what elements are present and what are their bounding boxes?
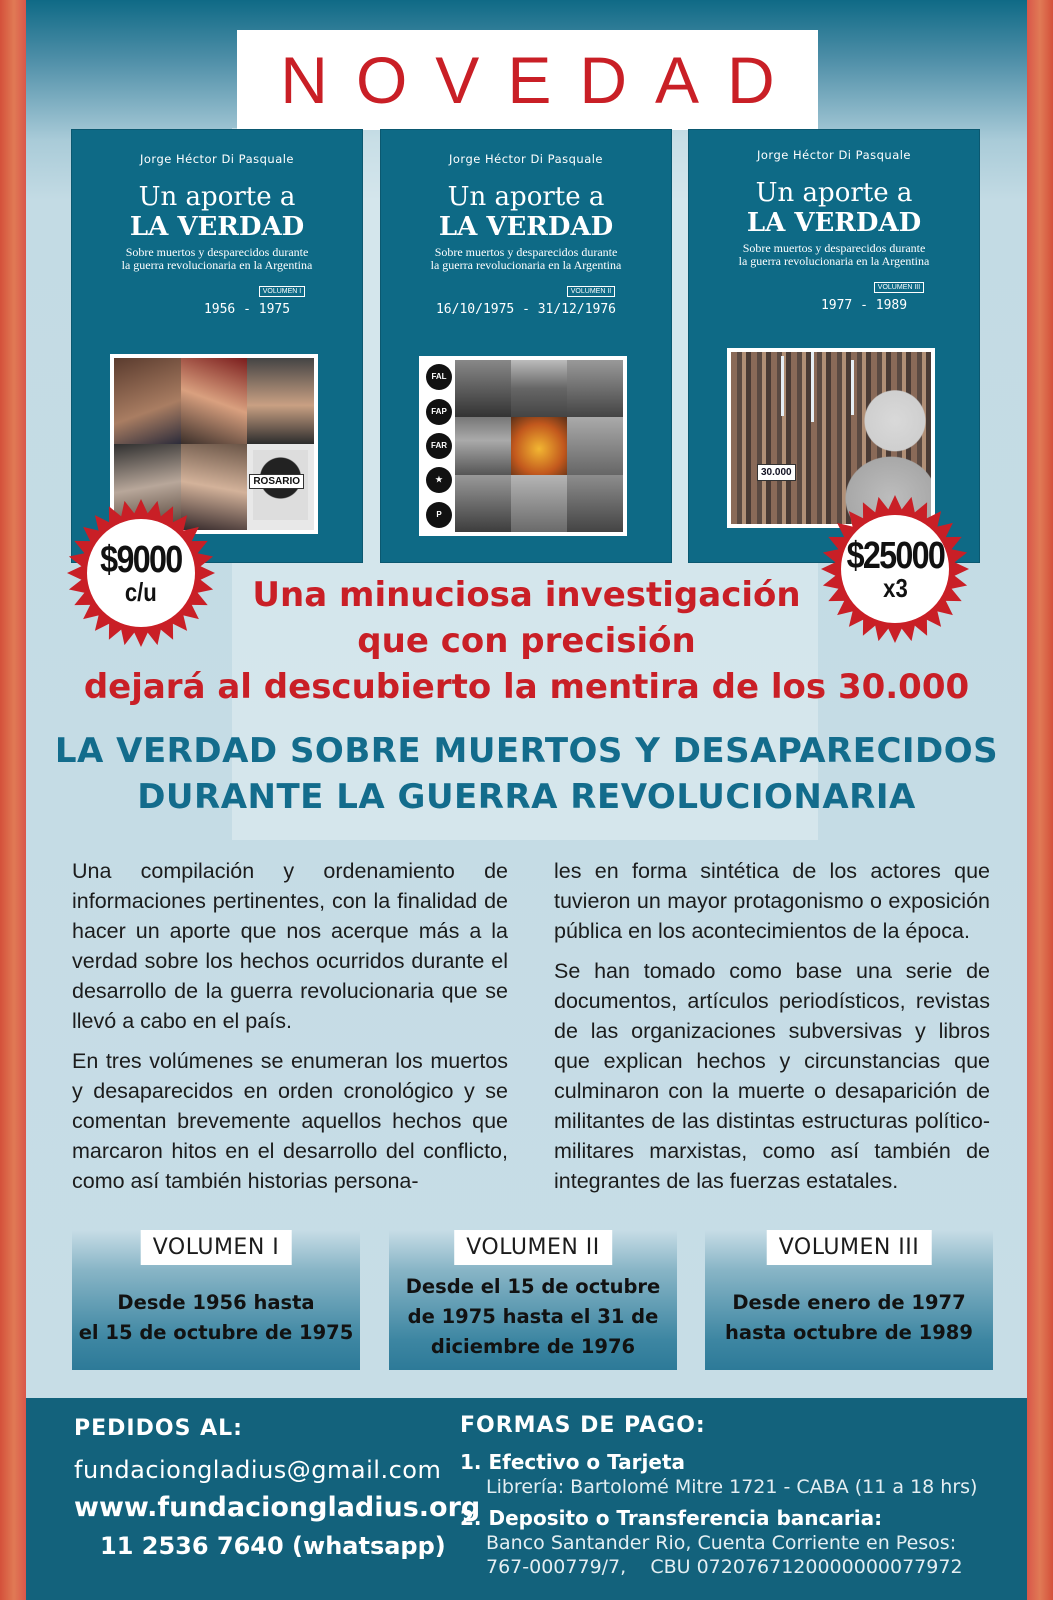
volume-description-line1: Desde el 15 de octubre xyxy=(405,1275,661,1298)
price-single: $9000 xyxy=(100,539,182,581)
book-years: 1956 - 1975 xyxy=(203,302,291,317)
book-title-line2: LA VERDAD xyxy=(746,208,922,238)
footer xyxy=(26,1398,1027,1600)
logo-far-icon: FAR xyxy=(426,433,452,459)
book-title-line2: LA VERDAD xyxy=(129,212,305,242)
orders-heading: PEDIDOS AL: xyxy=(74,1416,243,1441)
book-title-line2: LA VERDAD xyxy=(438,212,614,242)
body-paragraph: Una compilación y ordenamiento de informaciones pertinentes, con la finalidad de hacer un aporte que nos acerque más a la verdad sobre los hechos ocurridos durante el desarrollo de la guerra revolucionaria que se llevó a cabo en el país. xyxy=(72,859,508,1033)
payment-option-1-detail: Librería: Bartolomé Mitre 1721 - CABA (11 a 18 hrs) xyxy=(486,1476,978,1498)
volume-label: VOLUMEN II xyxy=(454,1230,612,1265)
payment-heading: FORMAS DE PAGO: xyxy=(460,1413,706,1438)
book-title-line1: Un aporte a xyxy=(755,178,913,208)
email-link[interactable]: fundaciongladius@gmail.com xyxy=(74,1456,442,1484)
book-subtitle-line1: Sobre muertos y desparecidos durante xyxy=(742,241,926,255)
book-title-line1: Un aporte a xyxy=(447,182,605,212)
volume-description-line3: diciembre de 1976 xyxy=(430,1335,636,1358)
guerrilla-logos xyxy=(423,360,455,532)
cover-photo-collage xyxy=(419,356,627,536)
book-volume-tag: VOLUMEN II xyxy=(567,286,615,297)
book-subtitle-line2: la guerra revolucionaria en la Argentina xyxy=(430,258,622,272)
body-paragraph: En tres volúmenes se enumeran los muertos y desaparecidos en orden cronológico y se comentan brevemente aquellos hechos que marcaron hitos en el desarrollo del conflicto, como así también historias persona- xyxy=(72,1049,508,1193)
book-volume-tag: VOLUMEN III xyxy=(874,282,924,293)
price-bundle: $25000 xyxy=(846,535,944,577)
payment-option-2-title: 2. Deposito o Transferencia bancaria: xyxy=(460,1506,883,1530)
volume-box-1 xyxy=(72,1230,360,1370)
volume-label: VOLUMEN III xyxy=(767,1230,932,1265)
book-subtitle-line1: Sobre muertos y desparecidos durante xyxy=(434,245,618,259)
body-paragraph: Se han tomado como base una serie de documentos, artículos periodísticos, revistas de las organizaciones subversivas y libros que explican hechos y circunstancias que culminaron con la muerte o desaparición de militantes de las distintas estructuras político-militares marxistas, como así también de integrantes de las fuerzas estatales. xyxy=(554,959,990,1193)
book-author: Jorge Héctor Di Pasquale xyxy=(756,148,912,162)
payment-option-2-detail2: 767-000779/7, CBU 0720767120000000077972 xyxy=(486,1556,963,1578)
book-volume-tag: VOLUMEN I xyxy=(259,286,306,297)
book-years: 16/10/1975 - 31/12/1976 xyxy=(435,302,616,317)
headline-blue-line1: LA VERDAD SOBRE MUERTOS Y DESAPARECIDOS xyxy=(54,731,999,771)
volume-description-line1: Desde enero de 1977 xyxy=(732,1291,966,1314)
volume-box-3 xyxy=(705,1230,993,1370)
headline-red-line2: que con precisión xyxy=(357,621,696,661)
volume-description-line2: el 15 de octubre de 1975 xyxy=(78,1321,354,1344)
volume-description-line2: de 1975 hasta el 31 de xyxy=(407,1305,659,1328)
logo-star-icon: ★ xyxy=(426,467,452,493)
logo-fap-icon: FAP xyxy=(426,399,452,425)
book-years: 1977 - 1989 xyxy=(820,298,908,313)
page-title: NOVEDAD xyxy=(280,43,803,117)
book-subtitle-line1: Sobre muertos y desparecidos durante xyxy=(125,245,309,259)
website-link[interactable]: www.fundaciongladius.org xyxy=(74,1492,481,1523)
book-subtitle-line2: la guerra revolucionaria en la Argentina xyxy=(738,254,930,268)
volume-box-2 xyxy=(389,1230,677,1370)
headline-red-line1: Una minuciosa investigación xyxy=(252,575,801,615)
payment-option-2-detail1: Banco Santander Rio, Cuenta Corriente en Pesos: xyxy=(486,1532,957,1554)
header-banner xyxy=(237,30,818,130)
body-column-left xyxy=(72,856,508,1206)
volume-label: VOLUMEN I xyxy=(141,1230,292,1265)
body-paragraph: les en forma sintética de los actores que tuvieron un mayor protagonismo o exposición pública en los acontecimientos de la época. xyxy=(554,859,990,943)
book-author: Jorge Héctor Di Pasquale xyxy=(448,152,604,166)
book-title-line1: Un aporte a xyxy=(138,182,296,212)
logo-p-icon: P xyxy=(426,502,452,528)
headline-blue-line2: DURANTE LA GUERRA REVOLUCIONARIA xyxy=(137,777,916,817)
book-cover-volume-2[interactable] xyxy=(381,130,671,562)
payment-option-1-title: 1. Efectivo o Tarjeta xyxy=(460,1450,686,1474)
headline-red-line3: dejará al descubierto la mentira de los 30.000 xyxy=(83,667,970,707)
protest-sign-text: ROSARIO xyxy=(249,474,304,489)
book-subtitle-line2: la guerra revolucionaria en la Argentina xyxy=(121,258,313,272)
volume-description-line2: hasta octubre de 1989 xyxy=(725,1321,973,1344)
logo-fal-icon: FAL xyxy=(426,364,452,390)
crowd-sign-text: 30.000 xyxy=(757,464,796,481)
price-single-unit: c/u xyxy=(125,577,157,607)
volume-description-line1: Desde 1956 hasta xyxy=(117,1291,315,1314)
price-bundle-unit: x3 xyxy=(882,573,908,603)
book-author: Jorge Héctor Di Pasquale xyxy=(139,152,295,166)
phone-number[interactable]: 11 2536 7640 (whatsapp) xyxy=(100,1532,446,1560)
body-column-right xyxy=(554,856,990,1206)
